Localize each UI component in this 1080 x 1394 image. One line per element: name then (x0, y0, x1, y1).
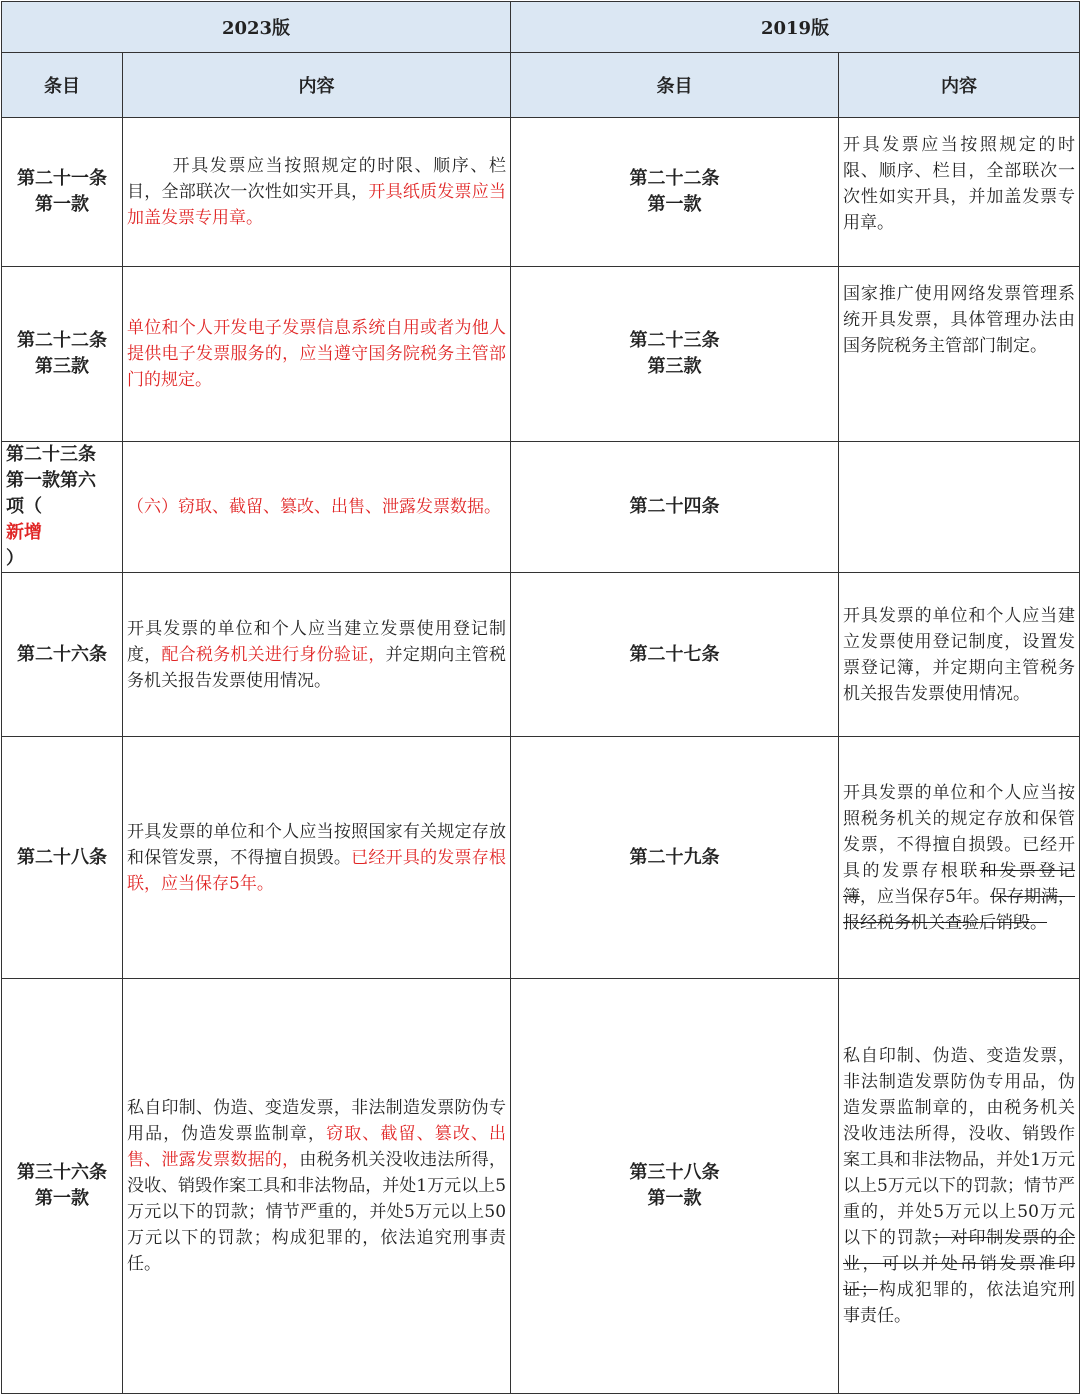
content-2023: 开具发票的单位和个人应当建立发票使用登记制度，配合税务机关进行身份验证，并定期向主管税务机关报告发票使用情况。 (123, 573, 511, 737)
table-row (2, 267, 1080, 442)
article-header-2019: 条目 (511, 53, 839, 118)
content-2019-empty (839, 442, 1080, 573)
article-2019: 第二十四条 (511, 442, 839, 573)
table-row (2, 979, 1080, 1394)
version-2023-header: 2023版 (2, 2, 511, 53)
article-2019: 第二十九条 (511, 737, 839, 979)
article-header-2023: 条目 (2, 53, 123, 118)
content-2019: 私自印制、伪造、变造发票，非法制造发票防伪专用品，伪造发票监制章的，由税务机关没收违法所得，没收、销毁作案工具和非法物品，并处1万元以上5万元以下的罚款；情节严重的，并处5万元以上50万元以下的罚款；对印制发票的企业，可以并处吊销发票准印证；构成犯罪的，依法追究刑事责任。 (839, 979, 1080, 1394)
article-2023: 第二十二条 第三款 (2, 267, 123, 442)
deleted-text: ；对印制发票的企业，可以并处吊销发票准印证； (843, 1228, 1076, 1300)
article-2023: 第二十六条 (2, 573, 123, 737)
comparison-table (1, 1, 1080, 1394)
deleted-text: 和发票登记簿 (843, 860, 1076, 907)
article-2019: 第二十三条 第三款 (511, 267, 839, 442)
content-header-2019: 内容 (839, 53, 1080, 118)
content-2023: 开具发票的单位和个人应当按照国家有关规定存放和保管发票，不得擅自损毁。已经开具的发票存根联，应当保存5年。 (123, 737, 511, 979)
article-2023: 第二十八条 (2, 737, 123, 979)
content-header-2023: 内容 (123, 53, 511, 118)
table-row (2, 573, 1080, 737)
content-2023: 开具发票应当按照规定的时限、顺序、栏目，全部联次一次性如实开具，开具纸质发票应当加盖发票专用章。 (123, 118, 511, 267)
content-2019: 开具发票应当按照规定的时限、顺序、栏目，全部联次一次性如实开具，并加盖发票专用章。 (839, 118, 1080, 267)
article-2019: 第二十七条 (511, 573, 839, 737)
content-2019: 开具发票的单位和个人应当建立发票使用登记制度，设置发票登记簿，并定期向主管税务机关报告发票使用情况。 (839, 573, 1080, 737)
content-2023: 单位和个人开发电子发票信息系统自用或者为他人提供电子发票服务的，应当遵守国务院税务主管部门的规定。 (123, 267, 511, 442)
table-row (2, 442, 1080, 573)
content-2023: （六）窃取、截留、篡改、出售、泄露发票数据。 (123, 442, 511, 573)
article-2023: 第二十一条 第一款 (2, 118, 123, 267)
version-2019-header: 2019版 (511, 2, 1080, 53)
table-row (2, 737, 1080, 979)
article-2019: 第二十二条 第一款 (511, 118, 839, 267)
content-2023: 私自印制、伪造、变造发票，非法制造发票防伪专用品，伪造发票监制章，窃取、截留、篡改、出售、泄露发票数据的，由税务机关没收违法所得，没收、销毁作案工具和非法物品，并处1万元以上5万元以下的罚款；情节严重的，并处5万元以上50万元以下的罚款；构成犯罪的，依法追究刑事责任。 (123, 979, 511, 1394)
table-row (2, 118, 1080, 267)
new-badge: 新增 (6, 522, 42, 543)
article-2023: 第二十三条 第一款第六 项（ 新增 ） (2, 442, 123, 573)
article-2023: 第三十六条 第一款 (2, 979, 123, 1394)
deleted-text: 保存期满，报经税务机关查验后销毁。 (843, 886, 1076, 933)
article-2019: 第三十八条 第一款 (511, 979, 839, 1394)
content-2019: 开具发票的单位和个人应当按照税务机关的规定存放和保管发票，不得擅自损毁。已经开具的发票存根联和发票登记簿，应当保存5年。保存期满，报经税务机关查验后销毁。 (839, 737, 1080, 979)
content-2019: 国家推广使用网络发票管理系统开具发票，具体管理办法由国务院税务主管部门制定。 (839, 267, 1080, 442)
